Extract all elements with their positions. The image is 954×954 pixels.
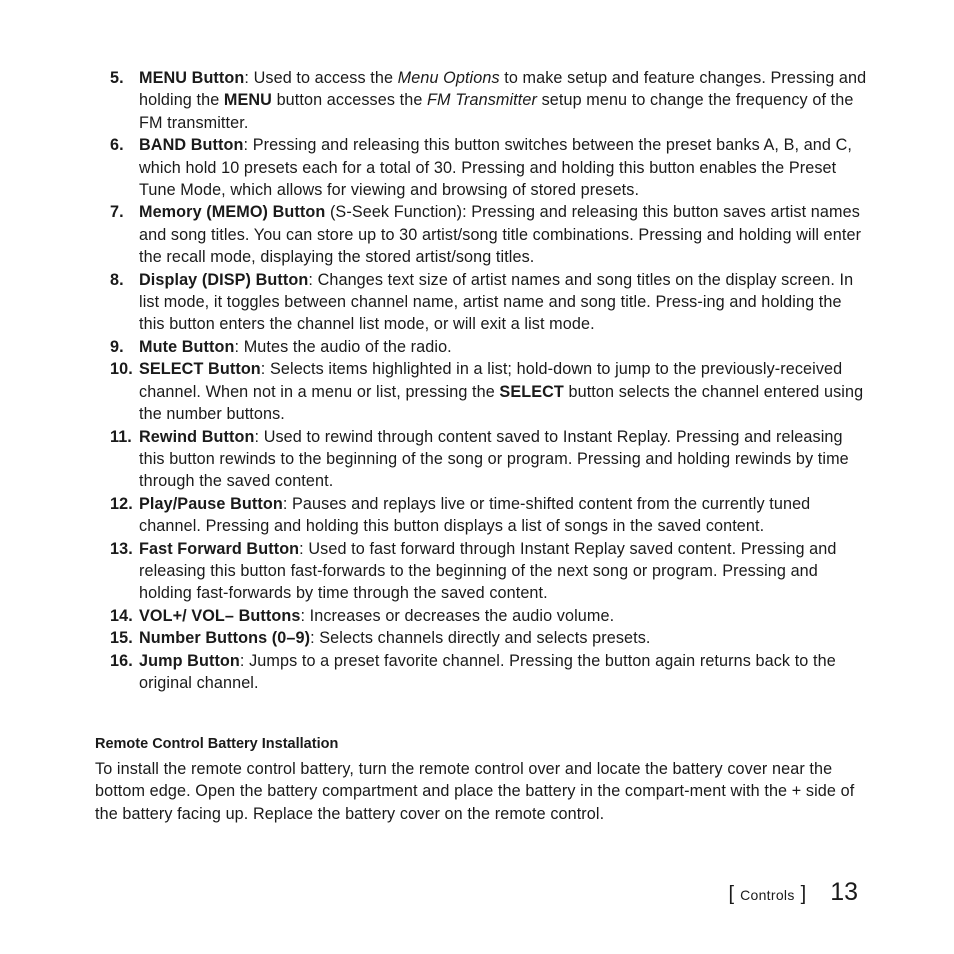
list-item-number: 13. xyxy=(110,539,133,558)
list-item-number: 8. xyxy=(110,270,124,289)
button-term: Memory (MEMO) Button xyxy=(139,203,326,222)
button-term: Mute Button xyxy=(139,337,235,356)
list-item xyxy=(110,650,870,695)
list-item-number: 7. xyxy=(110,203,124,222)
button-term: BAND Button xyxy=(139,136,244,155)
list-item-number: 6. xyxy=(110,136,124,155)
description-text: : Used to rewind through content saved to Instant Replay. Pressing and releasing this button rewinds to the beginning of the song or program. Pressing and holding rewinds by time through the saved content. xyxy=(139,427,849,491)
page-number: 13 xyxy=(830,878,858,906)
list-item-number: 9. xyxy=(110,337,124,356)
description-text: : Used to fast forward through Instant Replay saved content. Pressing and releasing this button fast-forwards to the beginning of the next song or program. Pressing and holding fast-forwards by time through the saved content. xyxy=(139,539,837,603)
list-item xyxy=(110,336,870,358)
description-text: : Selects items highlighted in a list; hold-down to jump to the previously-received channel. When not in a menu or list, pressing the xyxy=(139,360,843,401)
description-text: : Mutes the audio of the radio. xyxy=(234,337,452,356)
button-term: Fast Forward Button xyxy=(139,539,300,558)
description-text: : Pauses and replays live or time-shifted content from the currently tuned channel. Pressing and holding this button displays a list of songs in the saved content. xyxy=(139,494,811,536)
footer-section-name: Controls xyxy=(740,887,795,903)
list-item-number: 16. xyxy=(110,651,133,670)
list-item xyxy=(110,426,870,493)
description-text: to make setup and feature changes. Pressing and holding the xyxy=(139,69,867,110)
list-item xyxy=(110,67,870,134)
list-item-number: 10. xyxy=(110,360,133,379)
description-text: : Increases or decreases the audio volume. xyxy=(300,606,615,625)
list-item-number: 12. xyxy=(110,494,133,513)
list-item-number: 15. xyxy=(110,629,133,648)
description-text: : Pressing and releasing this button switches between the preset banks A, B, and C, which hold 10 presets each for a total of 30. Pressing and holding this button enables the Preset Tune Mode, which allows for viewing and browsing of stored presets. xyxy=(139,136,852,200)
button-term: SELECT xyxy=(499,382,564,401)
section-heading: Remote Control Battery Installation xyxy=(95,736,339,752)
button-term: Number Buttons (0–9) xyxy=(139,629,311,648)
button-term: Play/Pause Button xyxy=(139,494,283,513)
list-item xyxy=(110,269,870,336)
list-item xyxy=(110,627,870,649)
footer-open-bracket: [ xyxy=(728,883,735,905)
list-item xyxy=(110,538,870,605)
button-term: Rewind Button xyxy=(139,427,255,446)
button-term: Jump Button xyxy=(139,651,240,670)
button-description-list xyxy=(110,67,870,694)
description-text: : Selects channels directly and selects presets. xyxy=(310,629,651,648)
button-term: VOL+/ VOL– Buttons xyxy=(139,606,301,625)
list-item xyxy=(110,358,870,425)
description-text: button selects the channel entered using the number buttons. xyxy=(139,382,864,424)
page-footer xyxy=(729,878,858,907)
button-term: SELECT Button xyxy=(139,360,261,379)
footer-close-bracket: ] xyxy=(800,883,807,905)
button-term: MENU xyxy=(223,91,272,110)
button-term: Display (DISP) Button xyxy=(139,270,309,289)
list-item xyxy=(110,493,870,538)
list-item-number: 11. xyxy=(110,427,132,446)
description-text: (S-Seek Function): Pressing and releasing this button saves artist names and song titles. You can store up to 30 artist/song title combinations. Pressing and holding will enter the recall mode, displaying the stored artist/song titles. xyxy=(139,203,862,267)
description-text: : Jumps to a preset favorite channel. Pressing the button again returns back to the original channel. xyxy=(139,651,836,692)
list-item-number: 14. xyxy=(110,606,133,625)
description-text: setup menu to change the frequency of the FM transmitter. xyxy=(139,91,854,132)
italic-term: FM Transmitter xyxy=(427,91,537,110)
list-item xyxy=(110,605,870,627)
description-text: : Changes text size of artist names and song titles on the display screen. In list mode, it toggles between channel name, artist name and song title. Press-ing and holding the this button enters the channel list mode, or will exit a list mode. xyxy=(139,270,854,334)
description-text: : Used to access the xyxy=(244,69,398,87)
list-item-number: 5. xyxy=(110,69,124,87)
italic-term: Menu Options xyxy=(397,69,500,87)
battery-instructions-paragraph: To install the remote control battery, turn the remote control over and locate the battery cover near the bottom edge. Open the battery compartment and place the battery in the compart-ment with the + side of the battery facing up. Replace the battery cover on the remote control. xyxy=(95,760,855,823)
list-item xyxy=(110,201,870,268)
list-item xyxy=(110,134,870,201)
description-text: button accesses the xyxy=(271,91,428,110)
button-term: MENU Button xyxy=(139,69,245,87)
